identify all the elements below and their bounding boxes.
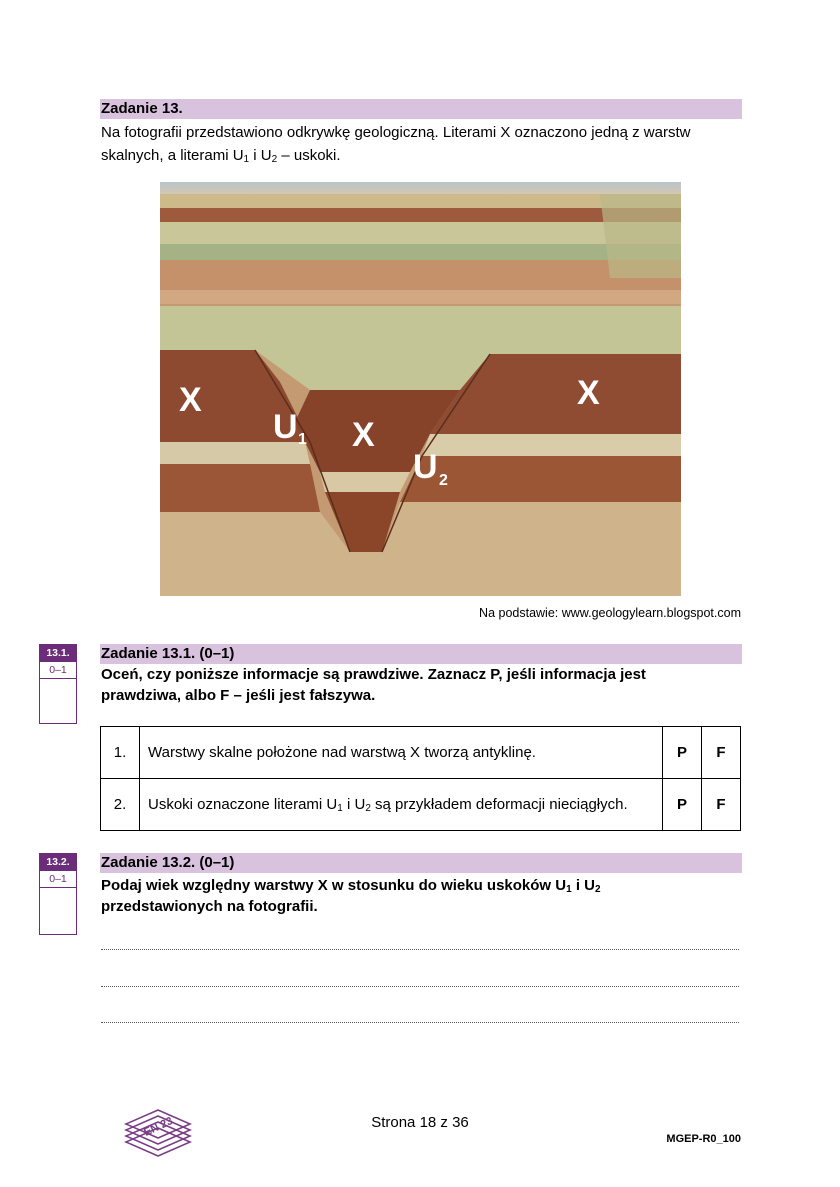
label-x-right: X xyxy=(577,374,600,412)
table-row xyxy=(101,779,741,831)
subtask-13-1-instruction: Oceń, czy poniższe informacje są prawdziwe. Zaznacz P, jeśli informacja jest prawdziwa, albo F – jeśli jest fałszywa. xyxy=(101,666,646,704)
score-box-number: 13.2. xyxy=(40,854,76,871)
subtask-13-2-title: Zadanie 13.2. (0–1) xyxy=(101,854,235,871)
option-p-2[interactable]: P xyxy=(663,779,702,831)
task-intro: Na fotografii przedstawiono odkrywkę geologiczną. Literami X oznaczono jedną z warstw skalnych, a literami $U_1$ i $U_2$ – uskoki. xyxy=(101,124,691,165)
option-f-1[interactable]: F xyxy=(702,727,741,779)
true-false-table xyxy=(100,726,741,831)
label-x-center: X xyxy=(352,416,375,454)
logo-text: EN 23 xyxy=(142,1115,175,1139)
exam-code: MGEP-R0_100 xyxy=(666,1133,741,1145)
score-box-13-1[interactable] xyxy=(39,644,77,724)
score-box-points: 0–1 xyxy=(40,871,76,888)
label-u1-sub: 1 xyxy=(298,431,307,448)
answer-line-1[interactable] xyxy=(101,948,739,950)
statement-text: Warstwy skalne położone nad warstwą X tworzą antyklinę. xyxy=(140,727,663,779)
subtask-13-1-title: Zadanie 13.1. (0–1) xyxy=(101,645,235,662)
label-u2: U xyxy=(413,448,438,486)
score-box-13-2[interactable] xyxy=(39,853,77,935)
row-number: 2. xyxy=(101,779,140,831)
answer-line-3[interactable] xyxy=(101,1021,739,1023)
row-number: 1. xyxy=(101,727,140,779)
task-header-bar xyxy=(100,99,742,119)
option-p-1[interactable]: P xyxy=(663,727,702,779)
label-u1: U xyxy=(273,408,298,446)
answer-line-2[interactable] xyxy=(101,985,739,987)
subtask-13-2-instruction: Podaj wiek względny warstwy X w stosunku do wieku uskoków $U_1$ i $U_2$ przedstawionych na fotografii. xyxy=(101,877,601,915)
score-box-number: 13.1. xyxy=(40,645,76,662)
page-number: Strona 18 z 36 xyxy=(371,1114,469,1131)
task-title: Zadanie 13. xyxy=(101,100,183,117)
statement-text: Uskoki oznaczone literami $U_1$ i $U_2$ są przykładem deformacji nieciągłych. xyxy=(140,779,663,831)
photo-source: Na podstawie: www.geologylearn.blogspot.com xyxy=(479,606,741,620)
table-row xyxy=(101,727,741,779)
score-box-points: 0–1 xyxy=(40,662,76,679)
geology-outcrop-photo xyxy=(160,182,681,596)
label-u2-sub: 2 xyxy=(439,472,448,489)
option-f-2[interactable]: F xyxy=(702,779,741,831)
label-x-left: X xyxy=(179,381,202,419)
